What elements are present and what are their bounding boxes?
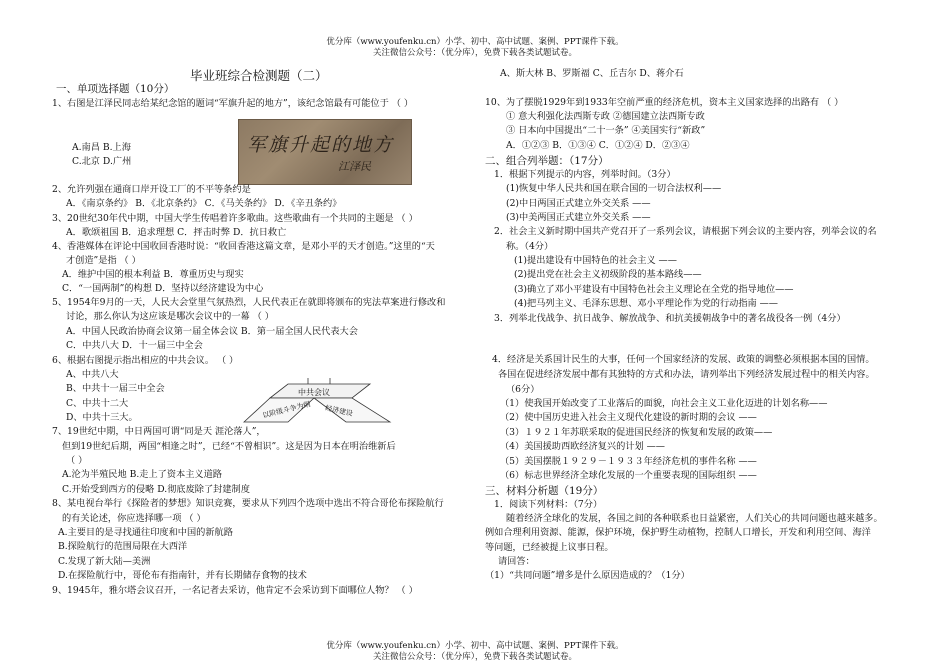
text-line: 3、20世纪30年代中期，中国大学生传唱着许多歌曲。这些歌曲有一个共同的主题是 （ ） [52,213,418,224]
text-line: 但到19世纪后期，两国“相逢之时”，已经“不曾相识”。这是因为日本在明治维新后 [62,441,396,452]
text-line: C.开始受到西方的侵略 D.彻底废除了封建制度 [62,484,250,495]
text-line: 例如合理利用资源、能源，保护环境，保护野生动植物，控制人口增长，开发和利用空间、海洋 [485,527,871,538]
text-line: (2)提出党在社会主义初级阶段的基本路线—— [514,269,702,280]
text-line: （5）美国摆脱１９２９－１９３３年经济危机的事件名称 —— [500,456,757,467]
text-line: C．中共八大 D．十一届三中全会 [66,340,203,351]
text-line: C．“一国两制”的构想 D．坚持以经济建设为中心 [62,283,264,294]
text-line: A、斯大林 B、罗斯福 C、丘吉尔 D、蒋介石 [500,68,684,79]
page-title: 毕业班综合检测题（二） [190,68,328,83]
text-line: D.在探险航行中，哥伦布有指南针，并有长期储存食物的技术 [58,570,307,581]
text-line: (1)恢复中华人民共和国在联合国的一切合法权利—— [506,183,722,194]
footer-line-2: 关注微信公众号：（优分库），免费下载各类试题试卷。 [372,652,577,662]
text-line: （1）“共同问题”增多是什么原因造成的？（1分） [485,570,690,581]
calligraphy-signature: 江泽民 [338,160,371,173]
text-line: D、中共十三大。 [66,412,138,423]
text-line: A.主要目的是寻找通往印度和中国的新航路 [58,527,233,538]
text-line: （3）１９２１年苏联采取的促进国民经济的恢复和发展的政策—— [500,427,773,438]
text-line: A．歌颂祖国 B．追求理想 C．抨击时弊 D．抗日救亡 [66,227,287,238]
text-line: 5、1954年9月的一天，人民大会堂里气氛热烈，人民代表正在就即将颁布的宪法草案进行修改和 [52,297,446,308]
text-line: 4．经济是关系国计民生的大事，任何一个国家经济的发展、政策的调整必须根据本国的国情。 [492,354,875,365]
text-line: 2．社会主义新时期中国共产党召开了一系列会议，请根据下列会议的主要内容，列举会议的名 [494,226,877,237]
header-line-1: 优分库（www.youfenku.cn）小学、初中、高中试题、案例、PPT课件下载。 [326,37,624,47]
text-line: 9、1945年，雅尔塔会议召开，一名记者去采访，他肯定不会采访到下面哪位人物？ （ ） [52,585,418,596]
diagram-left-label: 以阶级斗争为纲 [261,400,312,420]
section-heading: 三、材料分析题（19分） [485,485,604,497]
text-line: 1、右图是江泽民同志给某纪念馆的题词“军旗升起的地方”，该纪念馆最有可能位于 （ ） [52,98,414,109]
text-line: A.沦为半殖民地 B.走上了资本主义道路 [62,469,222,480]
text-line: A、中共八大 [66,369,119,380]
text-line: 等问题，已经被提上议事日程。 [485,542,614,553]
text-line: （6）标志世界经济全球化发展的一个重要表现的国际组织 —— [500,470,757,481]
text-line: 称。（4分） [506,241,554,252]
header-line-2: 关注微信公众号：（优分库），免费下载各类试题试卷。 [372,48,577,58]
text-line: A．中国人民政治协商会议第一届全体会议 B．第一届全国人民代表大会 [66,326,358,337]
text-line: 2、允许列强在通商口岸开设工厂的不平等条约是 [52,184,251,195]
text-line: 1．根据下列提示的内容，列举时间。（3分） [494,169,676,180]
text-line: 讨论，那么你认为这应该是哪次会议中的一幕 （ ） [66,311,274,322]
text-line: 1．阅读下列材料：（7分） [494,499,603,510]
text-line: （2）使中国历史进入社会主义现代化建设的新时期的会议 —— [500,412,757,423]
section-heading: 二、组合列举题：（17分） [485,155,609,167]
text-line: ① 意大利强化法西斯专政 ②德国建立法西斯专政 [506,111,705,122]
text-line: (3)确立了邓小平建设有中国特色社会主义理论在全党的指导地位—— [514,284,794,295]
text-line: 3．列举北伐战争、抗日战争、解放战争、和抗美援朝战争中的著名战役各一例（4分） [494,313,846,324]
text-line: 6、根据右图提示指出相应的中共会议。 （ ） [52,355,239,366]
footer-line-1: 优分库（www.youfenku.cn）小学、初中、高中试题、案例、PPT课件下载。 [326,641,624,651]
text-line: （ ） [66,455,88,466]
text-line: 随着经济全球化的发展，各国之间的各种联系也日益紧密，人们关心的共同问题也越来越多。 [506,513,883,524]
text-line: （1）使我国开始改变了工业落后的面貌，向社会主义工业化迈进的计划名称—— [500,398,828,409]
text-line: A．维护中国的根本利益 B．尊重历史与现实 [62,269,244,280]
text-line: 4、香港媒体在评论中国收回香港时说：“收回香港这篇文章，是邓小平的天才创造。”这里的“天 [52,241,435,252]
text-line: C.发现了新大陆—美洲 [58,556,151,567]
text-line: 8、某电视台举行《探险者的梦想》知识竞赛，要求从下列四个选项中选出不符合哥伦布探险航行 [52,498,444,509]
section-heading: 一、单项选择题（10分） [56,83,175,95]
text-line: C.北京 D.广州 [72,156,132,167]
calligraphy-text: 军旗升起的地方 [247,134,395,156]
text-line: 才创造”是指 （ ） [66,255,141,266]
text-line: (3)中美两国正式建立外交关系 —— [506,212,651,223]
diagram-center-label: 中共会议 [298,388,330,397]
text-line: ③ 日本向中国提出“二十一条” ④美国实行“新政” [506,125,706,136]
text-line: （4）美国援助西欧经济复兴的计划 —— [500,441,665,452]
text-line: B、中共十一届三中全会 [66,383,165,394]
text-line: 的有关论述，你应选择哪一项 （ ） [62,513,206,524]
text-line: A.南昌 B.上海 [72,142,131,153]
text-line: 请回答： [498,556,535,567]
diagram-right-label: 经济建设 [324,404,354,418]
text-line: A．《南京条约》 B．《北京条约》 C．《马关条约》 D．《辛丑条约》 [66,198,342,209]
text-line: (1)提出建设有中国特色的社会主义 —— [514,255,677,266]
calligraphy-photo [238,119,412,185]
text-line: B.探险航行的范围局限在大西洋 [58,541,188,552]
text-line: （6分） [506,384,540,395]
text-line: (4)把马列主义、毛泽东思想、邓小平理论作为党的行动指南 —— [514,298,778,309]
text-line: A．①②③ B．①③④ C．①②④ D．②③④ [506,140,690,151]
text-line: (2)中日两国正式建立外交关系 —— [506,198,651,209]
text-line: C、中共十二大 [66,398,129,409]
text-line: 10、为了摆脱1929年到1933年空前严重的经济危机，资本主义国家选择的出路有 （ ） [485,97,844,108]
text-line: 7、19世纪中期，中日两国可谓“同是天 涯沦落人”， [52,426,266,437]
text-line: 各国在促进经济发展中都有其独特的方式和办法，请列举出下列经济发展过程中的相关内容。 [498,369,875,380]
